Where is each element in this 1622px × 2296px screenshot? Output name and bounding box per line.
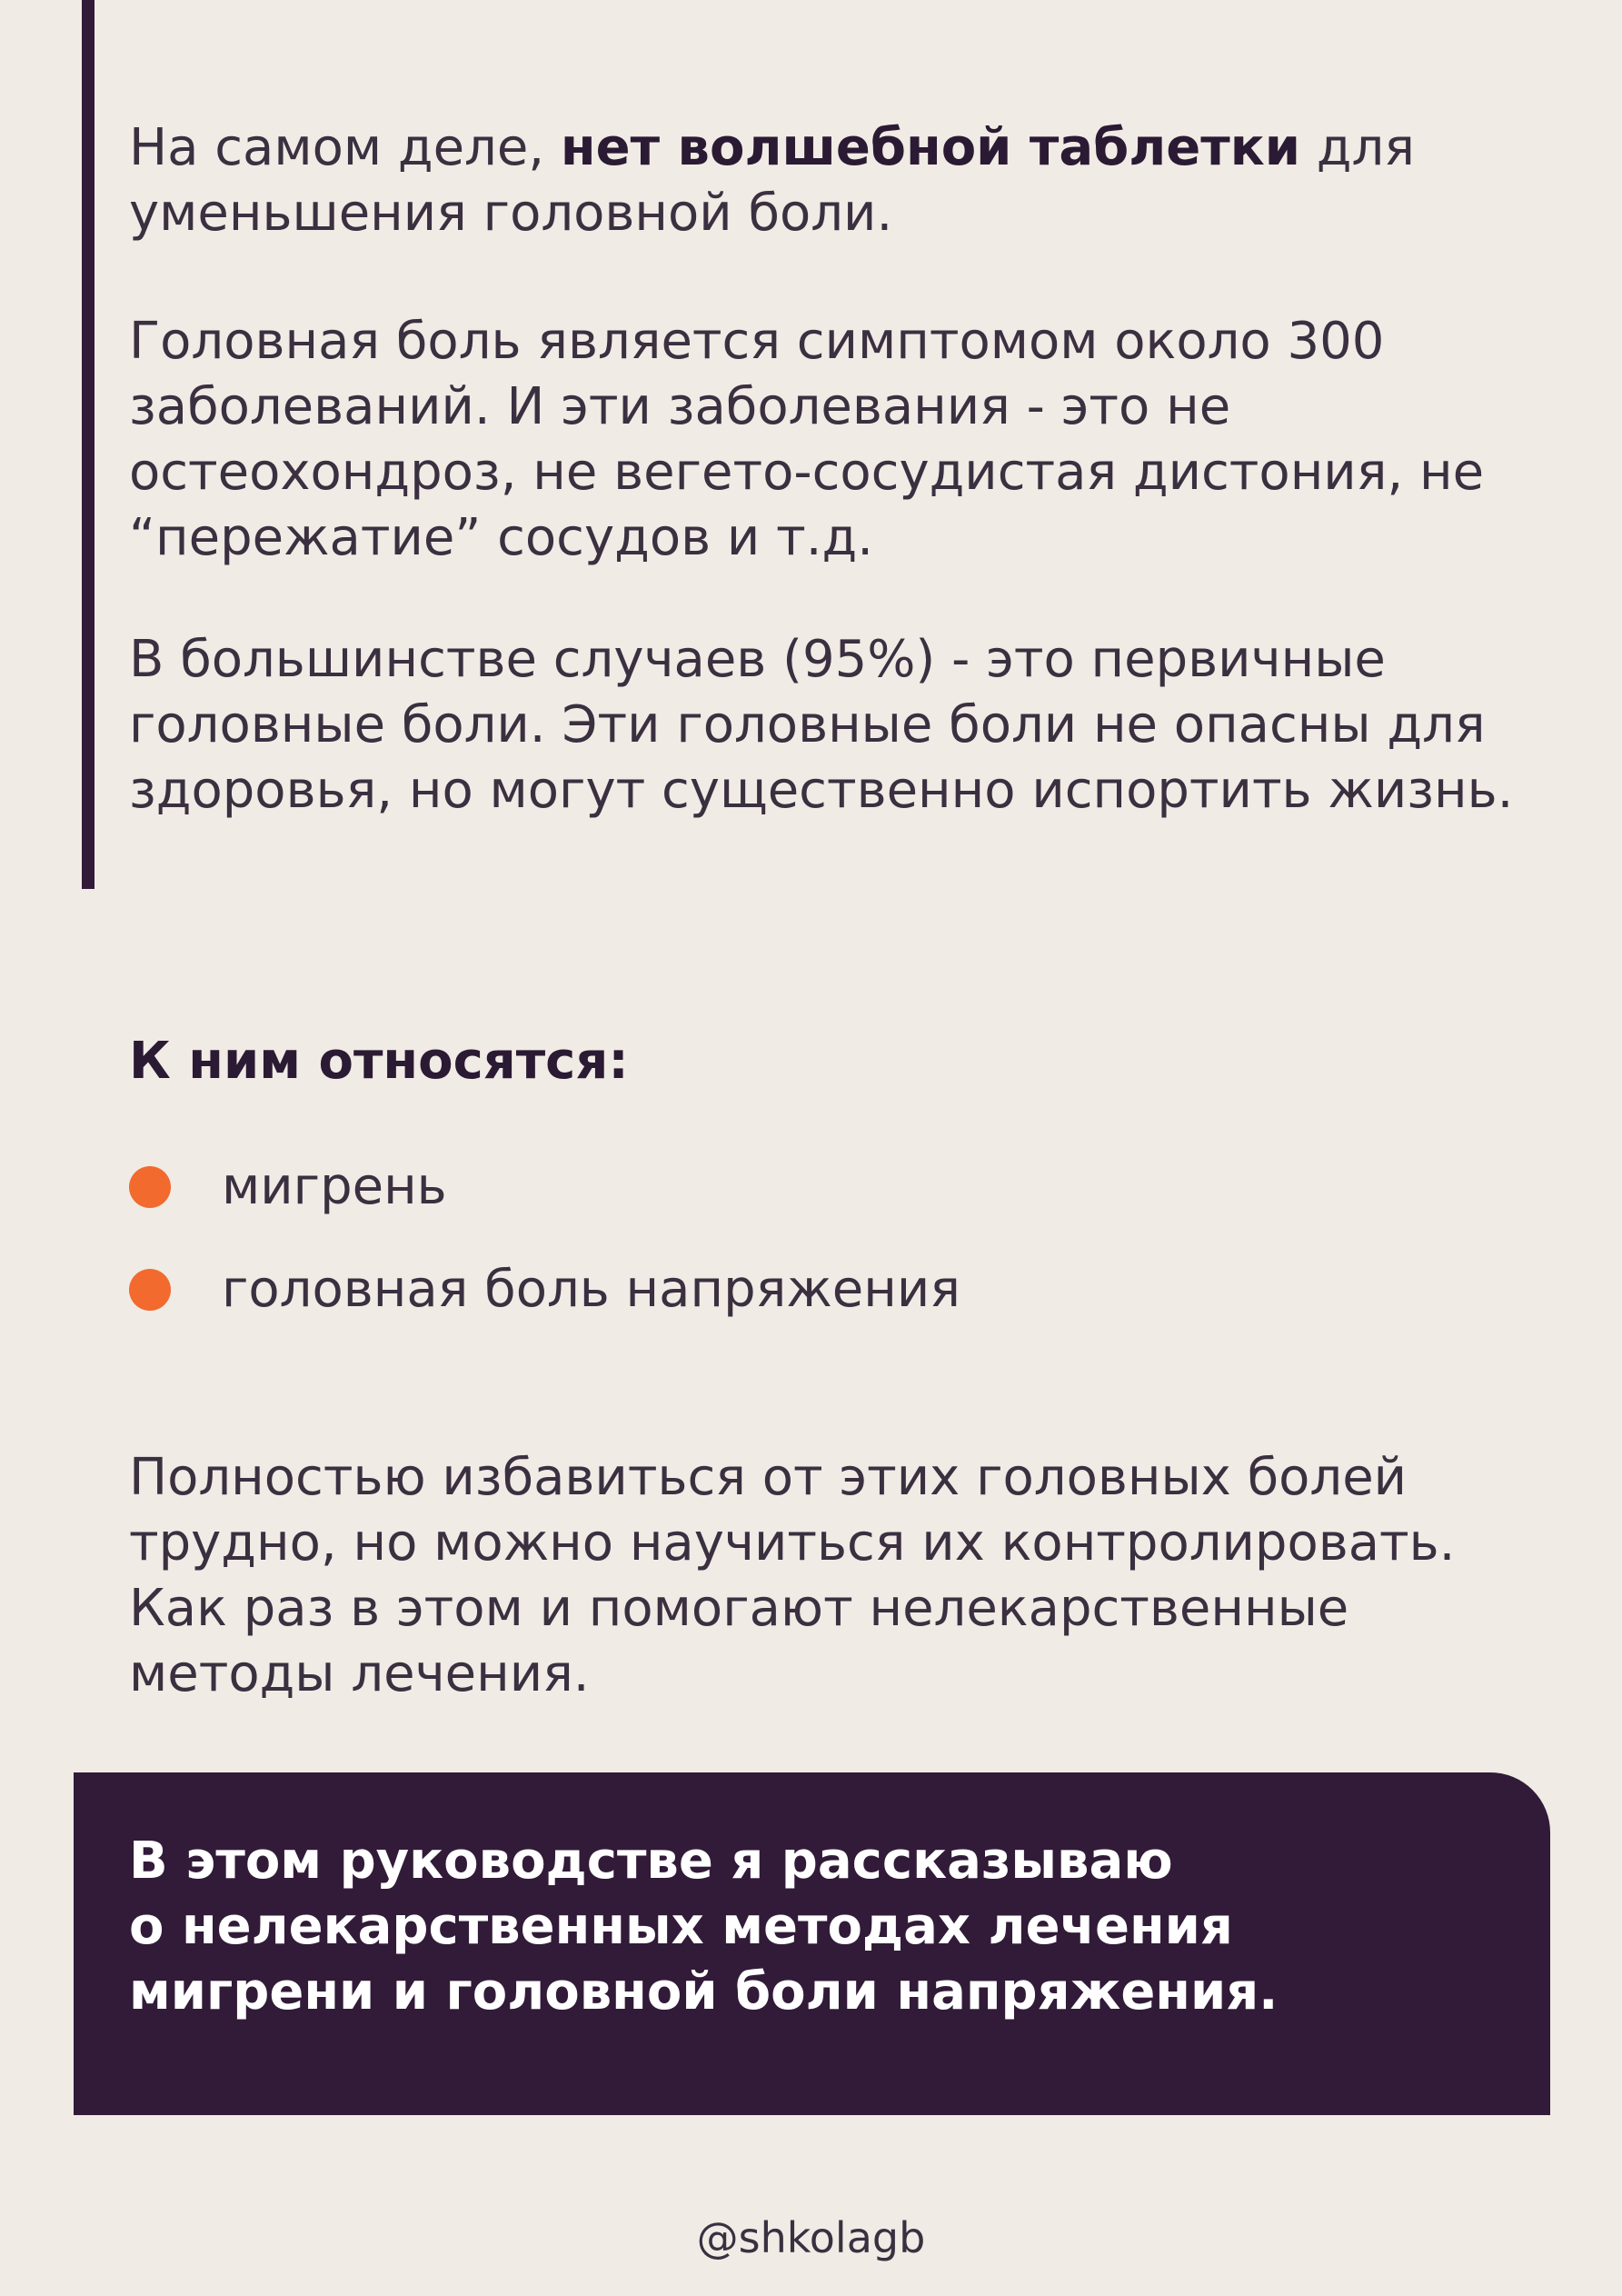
footer-handle: @shkolagb [696, 2213, 926, 2262]
list-item-label: головная боль напряжения [222, 1260, 960, 1319]
intro-p1-emphasis: нет волшебной таблетки [560, 118, 1300, 177]
bullet-dot-icon [129, 1166, 171, 1208]
types-list [129, 1154, 960, 1360]
list-item [129, 1257, 960, 1323]
intro-p1-end: для уменьшения головной боли. [129, 118, 1415, 243]
callout-box [74, 1772, 1550, 2115]
intro-p1-start: На самом деле, [129, 118, 561, 177]
intro-paragraph-1 [129, 115, 1547, 246]
callout-text: В этом руководстве я рассказываю о нелекарственных методах лечения мигрени и головной боли напряжения. [129, 1832, 1279, 2021]
intro-paragraph-3: В большинстве случаев (95%) - это первичные головные боли. Эти головные боли не опасны для здоровья, но могут существенно испортить жизнь. [129, 630, 1514, 820]
list-item-label: мигрень [222, 1157, 447, 1216]
quote-bar [82, 0, 95, 889]
types-heading: К ним относятся: [129, 1032, 629, 1091]
bullet-dot-icon [129, 1269, 171, 1311]
control-paragraph: Полностью избавиться от этих головных болей трудно, но можно научиться их контролировать. Как раз в этом и помогают нелекарственные методы лечения. [129, 1448, 1456, 1703]
list-item [129, 1154, 960, 1220]
intro-paragraph-2: Головная боль является симптомом около 300 заболеваний. И эти заболевания - это не остеохондроз, не вегето-сосудистая дистония, не “пережатие” сосудов и т.д. [129, 312, 1485, 567]
